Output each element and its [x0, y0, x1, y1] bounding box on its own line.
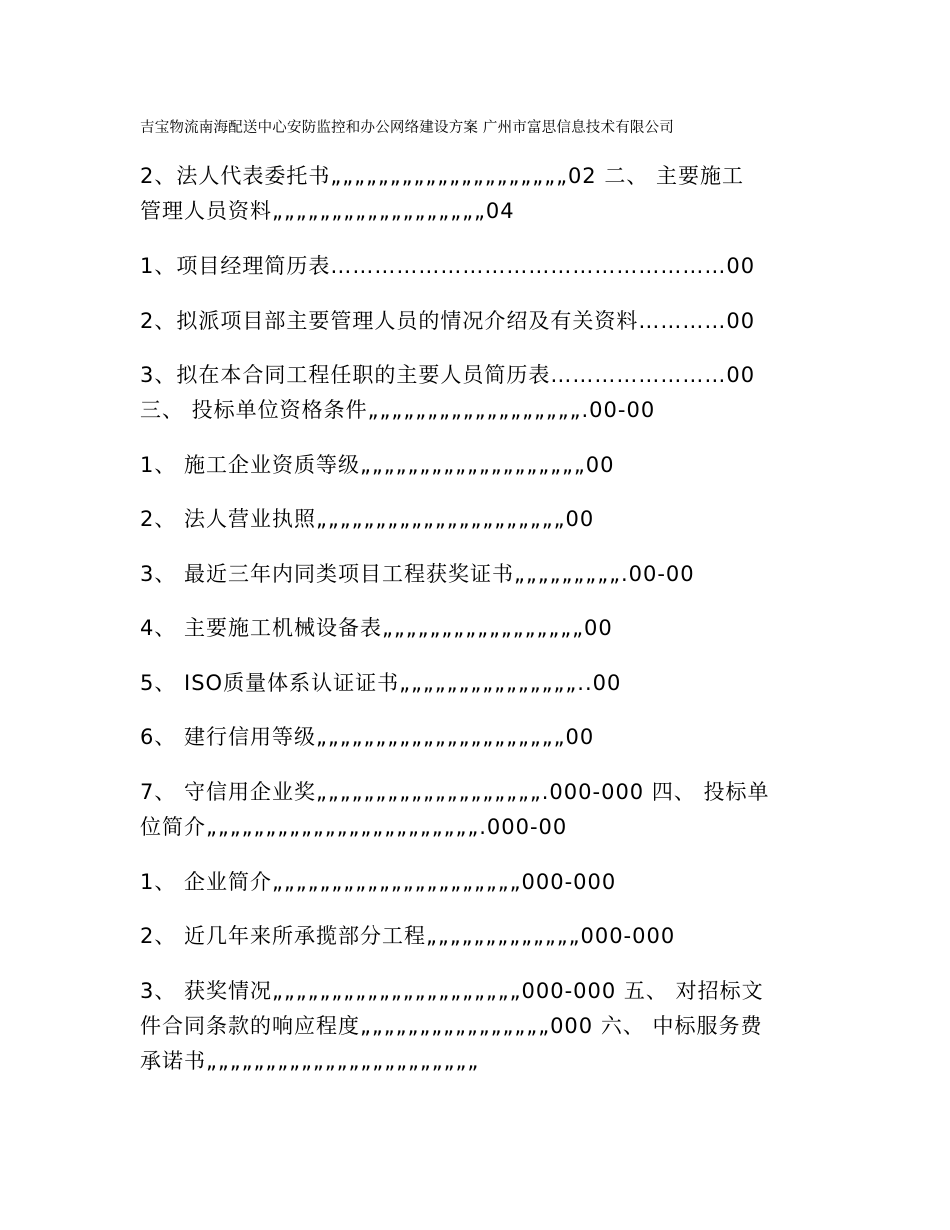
toc-line: 1、 企业简介„„„„„„„„„„„„„„„„„„„„„000-000: [140, 870, 617, 894]
toc-line: 承诺书„„„„„„„„„„„„„„„„„„„„„„„: [140, 1049, 480, 1073]
toc-line: 4、 主要施工机械设备表„„„„„„„„„„„„„„„„„00: [140, 616, 613, 640]
toc-line: 2、 近几年来所承揽部分工程„„„„„„„„„„„„„000-000: [140, 924, 676, 948]
toc-line: 2、法人代表委托书„„„„„„„„„„„„„„„„„„„„02 二、 主要施工: [140, 164, 745, 188]
toc-line: 3、 最近三年内同类项目工程获奖证书„„„„„„„„„.00-00: [140, 562, 695, 586]
toc-line: 1、项目经理简历表………………………………………………00: [140, 254, 756, 278]
toc-line: 6、 建行信用等级„„„„„„„„„„„„„„„„„„„„„00: [140, 725, 595, 749]
toc-line: 2、 法人营业执照„„„„„„„„„„„„„„„„„„„„„00: [140, 507, 595, 531]
toc-line: 7、 守信用企业奖„„„„„„„„„„„„„„„„„„„.000-000 四、 投标单: [140, 780, 770, 804]
toc-line: 3、拟在本合同工程任职的主要人员简历表……………………00: [140, 363, 756, 387]
toc-line: 位简介„„„„„„„„„„„„„„„„„„„„„„„.000-00: [140, 815, 568, 839]
toc-line: 5、 ISO质量体系认证证书„„„„„„„„„„„„„„„..00: [140, 671, 622, 695]
toc-line: 件合同条款的响应程度„„„„„„„„„„„„„„„„000 六、 中标服务费: [140, 1014, 763, 1038]
toc-line: 1、 施工企业资质等级„„„„„„„„„„„„„„„„„„„00: [140, 453, 615, 477]
toc-line: 3、 获奖情况„„„„„„„„„„„„„„„„„„„„„000-000 五、 对招标文: [140, 979, 764, 1003]
page-header: 吉宝物流南海配送中心安防监控和办公网络建设方案 广州市富思信息技术有限公司: [140, 120, 675, 136]
toc-section-heading: 三、 投标单位资格条件„„„„„„„„„„„„„„„„„„.00-00: [140, 398, 656, 422]
toc-line: 2、拟派项目部主要管理人员的情况介绍及有关资料…………00: [140, 309, 756, 333]
toc-line: 管理人员资料„„„„„„„„„„„„„„„„„„04: [140, 199, 515, 223]
